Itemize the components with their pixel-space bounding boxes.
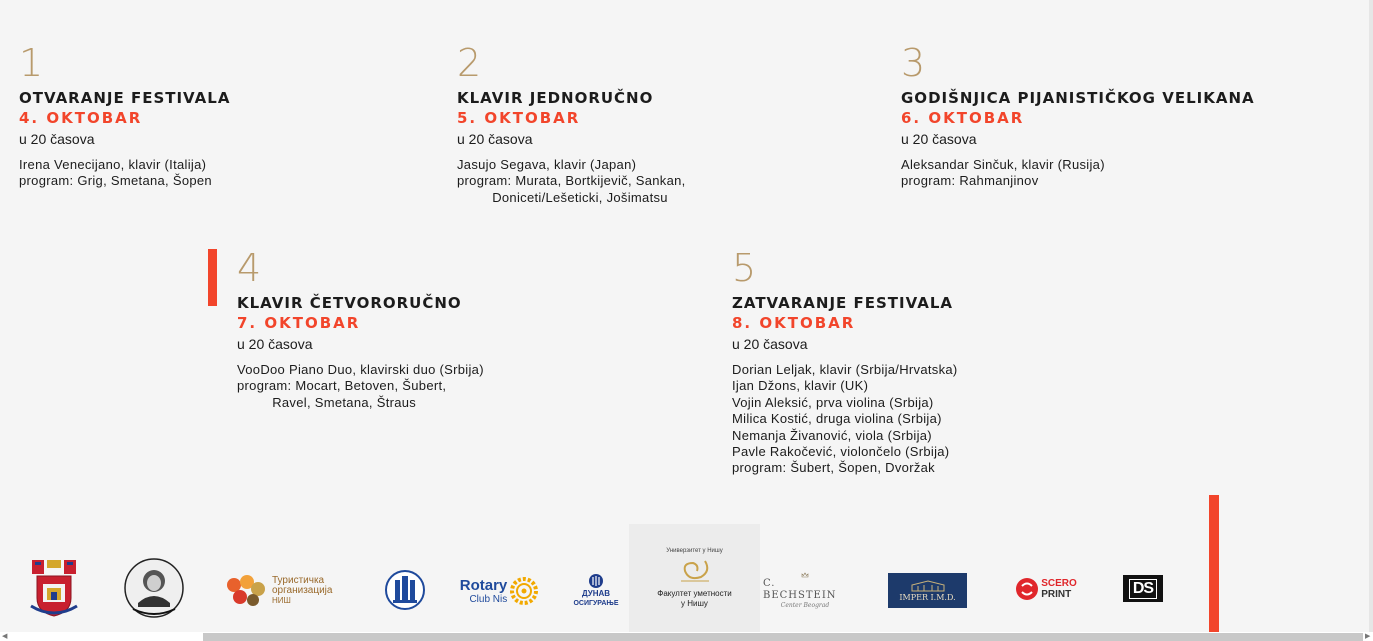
event-line: Jasujo Segava, klavir (Japan) bbox=[457, 157, 637, 172]
dunav-emblem-icon bbox=[588, 573, 604, 589]
sponsor-text: у Нишу bbox=[681, 599, 708, 608]
event-line: program: Šubert, Šopen, Dvoržak bbox=[732, 460, 935, 476]
event-line: program: Mocart, Betoven, Šubert, bbox=[237, 378, 447, 394]
event-2 bbox=[457, 43, 686, 206]
event-time: u 20 časova bbox=[457, 131, 533, 147]
sponsor-text: SCERO bbox=[1041, 578, 1077, 589]
accent-bar bbox=[208, 249, 217, 306]
dunav-insurance-logo[interactable] bbox=[568, 569, 624, 611]
tourist-organization-logo[interactable] bbox=[225, 572, 350, 610]
event-line: Ravel, Smetana, Štraus bbox=[237, 394, 417, 410]
building-logo[interactable] bbox=[385, 570, 425, 610]
sponsor-text: Rotary bbox=[459, 576, 508, 594]
rotary-logo[interactable] bbox=[458, 574, 540, 608]
sponsor-text: C. BECHSTEIN bbox=[763, 578, 837, 601]
scroll-left-arrow-icon[interactable]: ◀ bbox=[2, 633, 8, 640]
event-5 bbox=[732, 248, 958, 477]
event-3 bbox=[901, 43, 1255, 190]
sponsor-text: ДУНАВ bbox=[581, 588, 611, 598]
event-time: u 20 časova bbox=[901, 131, 977, 147]
event-line: Pavle Rakočević, violončelo (Srbija) bbox=[732, 444, 950, 460]
imper-emblem-icon bbox=[908, 579, 948, 593]
event-date: 8. OKTOBAR bbox=[732, 314, 856, 332]
sponsor-text: организација bbox=[272, 585, 333, 596]
ds-logo[interactable] bbox=[1123, 575, 1163, 602]
event-time: u 20 časova bbox=[732, 336, 808, 352]
sponsor-text: PRINT bbox=[1041, 589, 1072, 600]
imper-logo[interactable] bbox=[888, 573, 967, 608]
event-date: 6. OKTOBAR bbox=[901, 109, 1025, 127]
event-title: KLAVIR JEDNORUČNO bbox=[457, 89, 654, 107]
event-title: KLAVIR ČETVORORUČNO bbox=[237, 294, 462, 312]
event-line: Milica Kostić, druga violina (Srbija) bbox=[732, 411, 942, 427]
event-line: program: Rahmanjinov bbox=[901, 173, 1039, 189]
event-number: 3 bbox=[901, 41, 926, 85]
branko-portrait-logo[interactable] bbox=[123, 557, 185, 619]
event-line: Irena Venecijano, klavir (Italija) bbox=[19, 157, 207, 172]
event-date: 7. OKTOBAR bbox=[237, 314, 361, 332]
event-line: program: Murata, Bortkijevič, Sankan, bbox=[457, 173, 686, 189]
event-line: Nemanja Živanović, viola (Srbija) bbox=[732, 427, 932, 443]
sponsor-text: Туристичка bbox=[272, 575, 325, 586]
event-time: u 20 časova bbox=[237, 336, 313, 352]
event-line: Vojin Aleksić, prva violina (Srbija) bbox=[732, 394, 934, 410]
event-1 bbox=[19, 43, 230, 190]
sponsor-text: Center Beograd bbox=[780, 602, 830, 609]
rotary-wheel-icon bbox=[510, 577, 538, 605]
horizontal-scrollbar[interactable] bbox=[0, 632, 1373, 641]
event-4 bbox=[237, 248, 484, 411]
event-line: Ijan Džons, klavir (UK) bbox=[732, 378, 869, 394]
event-line: program: Grig, Smetana, Šopen bbox=[19, 173, 212, 189]
scero-print-logo[interactable] bbox=[1012, 575, 1080, 603]
sponsor-text: Факултет уметности bbox=[657, 589, 732, 598]
event-title: OTVARANJE FESTIVALA bbox=[19, 89, 231, 107]
event-number: 5 bbox=[732, 246, 757, 290]
event-number: 2 bbox=[457, 41, 482, 85]
sponsor-text: DS bbox=[1129, 579, 1157, 599]
sponsor-text: ОСИГУРАЊЕ bbox=[573, 599, 619, 607]
sponsor-text: Универзитет у Нишу bbox=[666, 548, 723, 554]
sponsor-text: IMPER I.M.D. bbox=[899, 592, 956, 602]
sponsor-text: НИШ bbox=[272, 596, 291, 605]
event-title: GODIŠNJICA PIJANISTIČKOG VELIKANA bbox=[901, 89, 1255, 107]
event-number: 1 bbox=[19, 41, 44, 85]
bechstein-logo[interactable] bbox=[763, 572, 847, 610]
faculty-of-arts-logo[interactable] bbox=[629, 524, 760, 632]
scrollbar-thumb[interactable] bbox=[203, 633, 1363, 641]
city-coat-of-arms-logo[interactable] bbox=[28, 558, 80, 618]
event-line: Doniceti/Lešeticki, Jošimatsu bbox=[457, 189, 668, 205]
event-title: ZATVARANJE FESTIVALA bbox=[732, 294, 953, 312]
event-line: VooDoo Piano Duo, klavirski duo (Srbija) bbox=[237, 362, 484, 377]
event-line: Dorian Leljak, klavir (Srbija/Hrvatska) bbox=[732, 362, 958, 377]
event-number: 4 bbox=[237, 246, 262, 290]
scroll-right-arrow-icon[interactable]: ▶ bbox=[1365, 633, 1371, 640]
sponsor-text: Club Nis bbox=[469, 593, 508, 605]
event-time: u 20 časova bbox=[19, 131, 95, 147]
sponsor-logos bbox=[0, 522, 1373, 632]
event-date: 4. OKTOBAR bbox=[19, 109, 143, 127]
event-date: 5. OKTOBAR bbox=[457, 109, 581, 127]
scero-icon bbox=[1015, 577, 1039, 601]
faculty-emblem-icon bbox=[675, 555, 715, 585]
event-line: Aleksandar Sinčuk, klavir (Rusija) bbox=[901, 157, 1105, 172]
